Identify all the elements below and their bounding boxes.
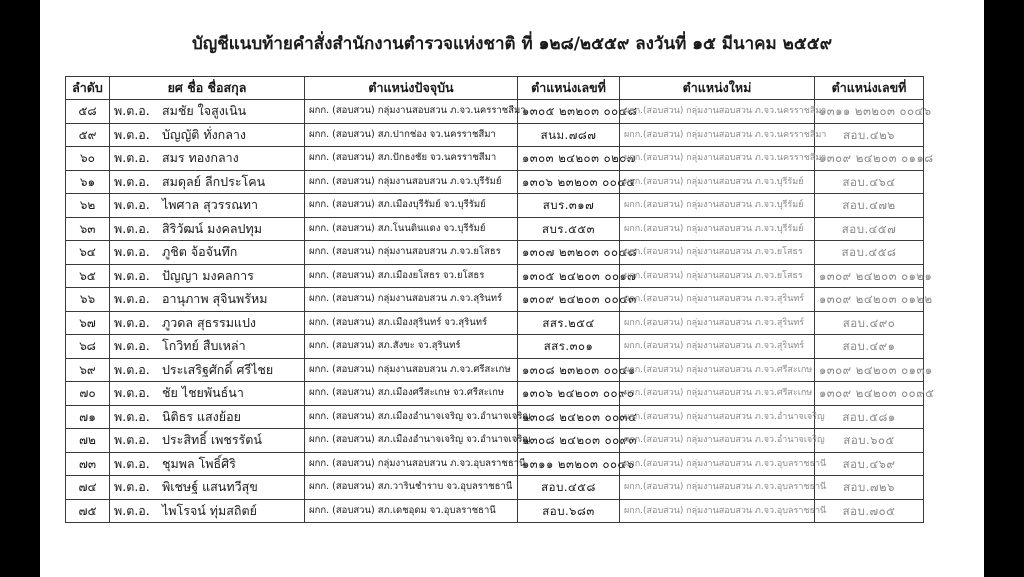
row-new-number: สอบ.๔๗๒ (815, 194, 924, 218)
row-rank: พ.ต.อ. (114, 103, 150, 119)
row-number: ๖๒ (66, 194, 110, 218)
row-current-position: ผกก. (สอบสวน) สภ.เมืองยโสธร จว.ยโสธร (305, 264, 518, 288)
row-full-name: ประเสริฐศักดิ์ ศรีไชย (162, 361, 274, 377)
row-new-position: ผกก.(สอบสวน) กลุ่มงานสอบสวน ภ.จว.อำนาจเจริญ (620, 405, 815, 429)
row-current-number: สอบ.๖๘๓ (518, 499, 620, 523)
row-full-name: บัญญัติ ทั่งกลาง (162, 126, 247, 142)
row-new-position: ผกก.(สอบสวน) กลุ่มงานสอบสวน ภ.จว.สุรินทร์ (620, 288, 815, 312)
row-rank: พ.ต.อ. (114, 455, 150, 471)
row-new-position: ผกก.(สอบสวน) กลุ่มงานสอบสวน ภ.จว.สุรินทร์ (620, 335, 815, 359)
row-name (110, 194, 305, 218)
row-name (110, 311, 305, 335)
row-name (110, 288, 305, 312)
row-current-position: ผกก. (สอบสวน) สภ.โนนดินแดง จว.บุรีรัมย์ (305, 217, 518, 241)
row-rank: พ.ต.อ. (114, 173, 150, 189)
row-current-number: สบร.๓๑๗ (518, 194, 620, 218)
row-new-position: ผกก.(สอบสวน) กลุ่มงานสอบสวน ภ.จว.อุบลราชธานี (620, 452, 815, 476)
row-current-position: ผกก. (สอบสวน) สภ.วารินชำราบ จว.อุบลราชธานี (305, 476, 518, 500)
row-number: ๗๓ (66, 452, 110, 476)
row-name (110, 264, 305, 288)
row-current-position: ผกก. (สอบสวน) กลุ่มงานสอบสวน ภ.จว.ยโสธร (305, 241, 518, 265)
row-current-number: สบร.๕๕๓ (518, 217, 620, 241)
row-new-position: ผกก.(สอบสวน) กลุ่มงานสอบสวน ภ.จว.ศรีสะเกษ (620, 358, 815, 382)
row-current-position: ผกก. (สอบสวน) กลุ่มงานสอบสวน ภ.จว.อุบลราชธานี (305, 452, 518, 476)
table-row (66, 382, 924, 406)
row-name (110, 147, 305, 171)
row-rank: พ.ต.อ. (114, 267, 150, 283)
row-new-position: ผกก.(สอบสวน) กลุ่มงานสอบสวน ภ.จว.บุรีรัมย์ (620, 170, 815, 194)
table-row (66, 311, 924, 335)
row-new-position: ผกก.(สอบสวน) กลุ่มงานสอบสวน ภ.จว.อำนาจเจริญ (620, 429, 815, 453)
row-current-position: ผกก. (สอบสวน) สภ.เมืองศรีสะเกษ จว.ศรีสะเกษ (305, 382, 518, 406)
row-name (110, 100, 305, 124)
row-name (110, 405, 305, 429)
table-row (66, 217, 924, 241)
row-full-name: สมร ทองกลาง (162, 150, 239, 166)
row-current-number: ๑๓๐๓ ๒๔๒๐๓ ๐๒๐๗ (518, 147, 620, 171)
row-rank: พ.ต.อ. (114, 385, 150, 401)
row-current-number: ๑๓๐๗ ๒๓๒๐๓ ๐๐๔๘ (518, 241, 620, 265)
row-rank: พ.ต.อ. (114, 314, 150, 330)
row-name (110, 241, 305, 265)
row-current-number: ๑๓๐๖ ๒๔๒๐๓ ๐๐๙๐ (518, 382, 620, 406)
row-new-position: ผกก.(สอบสวน) กลุ่มงานสอบสวน ภ.จว.บุรีรัมย์ (620, 194, 815, 218)
row-current-number: ๑๓๐๕ ๒๔๒๐๓ ๐๐๑๗ (518, 264, 620, 288)
row-new-number: สอบ.๖๐๕ (815, 429, 924, 453)
table-header-row (66, 77, 924, 100)
row-new-position: ผกก.(สอบสวน) กลุ่มงานสอบสวน ภ.จว.บุรีรัมย์ (620, 217, 815, 241)
header-current-number: ตำแหน่งเลขที่ (518, 77, 620, 100)
table-row (66, 476, 924, 500)
header-current-position: ตำแหน่งปัจจุบัน (305, 77, 518, 100)
header-name: ยศ ชื่อ ชื่อสกุล (110, 77, 305, 100)
row-rank: พ.ต.อ. (114, 502, 150, 518)
row-rank: พ.ต.อ. (114, 361, 150, 377)
row-number: ๗๑ (66, 405, 110, 429)
row-number: ๖๐ (66, 147, 110, 171)
row-rank: พ.ต.อ. (114, 150, 150, 166)
row-rank: พ.ต.อ. (114, 126, 150, 142)
row-rank: พ.ต.อ. (114, 220, 150, 236)
row-rank: พ.ต.อ. (114, 338, 150, 354)
row-full-name: ภูวดล สุธรรมแปง (162, 314, 257, 330)
right-frame-border (984, 0, 1024, 577)
row-new-position: ผกก.(สอบสวน) กลุ่มงานสอบสวน ภ.จว.ศรีสะเกษ (620, 382, 815, 406)
row-new-number: สอบ.๔๕๘ (815, 241, 924, 265)
row-name (110, 358, 305, 382)
row-number: ๖๑ (66, 170, 110, 194)
row-new-number: ๑๓๐๙ ๒๔๒๐๓ ๐๑๒๑ (815, 264, 924, 288)
table-row (66, 429, 924, 453)
row-current-number: สอบ.๔๕๘ (518, 476, 620, 500)
appointment-table (65, 76, 935, 523)
row-current-position: ผกก. (สอบสวน) กลุ่มงานสอบสวน ภ.จว.สุรินทร์ (305, 288, 518, 312)
row-rank: พ.ต.อ. (114, 291, 150, 307)
row-full-name: นิติธร แสงย้อย (162, 408, 241, 424)
row-new-number: ๑๓๐๙ ๒๔๒๐๓ ๐๑๒๒ (815, 288, 924, 312)
row-new-number: สอบ.๗๒๖ (815, 476, 924, 500)
row-number: ๗๔ (66, 476, 110, 500)
row-number: ๗๕ (66, 499, 110, 523)
row-full-name: สิริวัฒน์ มงคลปทุม (162, 220, 262, 236)
table-row (66, 147, 924, 171)
table-row (66, 335, 924, 359)
row-current-number: ๑๓๐๘ ๒๔๒๐๓ ๐๐๓๔ (518, 405, 620, 429)
row-full-name: พิเชษฐ์ แสนทวีสุข (162, 479, 258, 495)
row-new-number: สอบ.๗๐๕ (815, 499, 924, 523)
row-new-number: ๑๓๐๙ ๒๔๒๐๓ ๐๑๓๑ (815, 358, 924, 382)
row-name (110, 452, 305, 476)
table-row (66, 499, 924, 523)
row-number: ๖๘ (66, 335, 110, 359)
row-new-position: ผกก.(สอบสวน) กลุ่มงานสอบสวน ภ.จว.นครราชสีมา (620, 147, 815, 171)
row-full-name: ชัย ไชยพันธ์นา (162, 385, 244, 401)
row-new-number: สอบ.๕๘๑ (815, 405, 924, 429)
row-name (110, 429, 305, 453)
row-full-name: ไพศาล สุวรรณทา (162, 197, 259, 213)
row-number: ๖๓ (66, 217, 110, 241)
row-number: ๗๐ (66, 382, 110, 406)
row-full-name: โกวิทย์ สืบเหล่า (162, 338, 246, 354)
row-current-position: ผกก. (สอบสวน) กลุ่มงานสอบสวน ภ.จว.บุรีรัมย์ (305, 170, 518, 194)
header-no: ลำดับ (66, 77, 110, 100)
document-title: บัญชีแนบท้ายคำสั่งสำนักงานตำรวจแห่งชาติ ที่ ๑๒๘/๒๕๕๙ ลงวันที่ ๑๕ มีนาคม ๒๕๕๙ (191, 34, 833, 54)
row-number: ๕๙ (66, 123, 110, 147)
row-name (110, 170, 305, 194)
row-name (110, 123, 305, 147)
table-row (66, 170, 924, 194)
row-current-number: ๑๓๐๕ ๒๓๒๐๓ ๐๐๔๘ (518, 100, 620, 124)
row-current-number: ๑๓๑๑ ๒๓๒๐๓ ๐๐๔๖ (518, 452, 620, 476)
document-page (40, 0, 984, 577)
table-row (66, 288, 924, 312)
left-frame-border (0, 0, 40, 577)
row-new-number: สอบ.๔๖๔ (815, 170, 924, 194)
table-row (66, 123, 924, 147)
row-rank: พ.ต.อ. (114, 197, 150, 213)
row-full-name: อานุภาพ สุจินพรัหม (162, 291, 268, 307)
row-current-position: ผกก. (สอบสวน) สภ.เดชอุดม จว.อุบลราชธานี (305, 499, 518, 523)
row-current-position: ผกก. (สอบสวน) สภ.เมืองบุรีรัมย์ จว.บุรีรัมย์ (305, 194, 518, 218)
row-number: ๖๕ (66, 264, 110, 288)
table-row (66, 452, 924, 476)
table-row (66, 405, 924, 429)
row-name (110, 476, 305, 500)
row-number: ๗๒ (66, 429, 110, 453)
row-full-name: ปัญญา มงคลการ (162, 267, 254, 283)
row-new-position: ผกก.(สอบสวน) กลุ่มงานสอบสวน ภ.จว.สุรินทร์ (620, 311, 815, 335)
row-current-number: ๑๓๐๘ ๒๔๒๐๓ ๐๐๙๓ (518, 429, 620, 453)
header-new-position: ตำแหน่งใหม่ (620, 77, 815, 100)
row-full-name: ประสิทธิ์ เพชรรัตน์ (162, 432, 262, 448)
row-current-number: สสร.๓๐๑ (518, 335, 620, 359)
row-full-name: ภูชิต จ้อจันทึก (162, 244, 238, 260)
row-full-name: สมชัย ใจสูงเนิน (162, 103, 247, 119)
row-number: ๖๗ (66, 311, 110, 335)
row-rank: พ.ต.อ. (114, 408, 150, 424)
row-current-position: ผกก. (สอบสวน) สภ.เมืองอำนาจเจริญ จว.อำนาจเจริญ (305, 405, 518, 429)
row-current-position: ผกก. (สอบสวน) สภ.เมืองอำนาจเจริญ จว.อำนาจเจริญ (305, 429, 518, 453)
row-current-number: ๑๓๐๙ ๒๔๒๐๓ ๐๐๔๓ (518, 288, 620, 312)
row-current-position: ผกก. (สอบสวน) กลุ่มงานสอบสวน ภ.จว.ศรีสะเกษ (305, 358, 518, 382)
row-new-number: ๑๓๐๙ ๒๔๒๐๓ ๐๑๑๘ (815, 147, 924, 171)
row-number: ๖๖ (66, 288, 110, 312)
row-name (110, 217, 305, 241)
row-current-position: ผกก. (สอบสวน) สภ.ปากช่อง จว.นครราชสีมา (305, 123, 518, 147)
row-current-number: ๑๓๐๘ ๒๓๒๐๓ ๐๐๔๑ (518, 358, 620, 382)
table-row (66, 264, 924, 288)
row-current-position: ผกก. (สอบสวน) สภ.เมืองสุรินทร์ จว.สุรินทร์ (305, 311, 518, 335)
row-full-name: ชุมพล โพธิ์ศิริ (162, 455, 236, 471)
table-row (66, 241, 924, 265)
table-row (66, 358, 924, 382)
row-full-name: ไพโรจน์ ทุ่มสถิตย์ (162, 502, 257, 518)
row-new-number: ๑๓๐๙ ๒๔๒๐๓ ๐๐๙๕ (815, 382, 924, 406)
row-current-position: ผกก. (สอบสวน) กลุ่มงานสอบสวน ภ.จว.นครราชสีมา (305, 100, 518, 124)
row-new-position: ผกก.(สอบสวน) กลุ่มงานสอบสวน ภ.จว.นครราชสีมา (620, 123, 815, 147)
row-current-number: ๑๓๐๖ ๒๓๒๐๓ ๐๐๔๕ (518, 170, 620, 194)
header-new-number: ตำแหน่งเลขที่ (815, 77, 924, 100)
row-new-position: ผกก.(สอบสวน) กลุ่มงานสอบสวน ภ.จว.อุบลราชธานี (620, 476, 815, 500)
row-new-number: สอบ.๔๙๑ (815, 335, 924, 359)
row-current-number: สนม.๗๘๗ (518, 123, 620, 147)
row-new-number: สอบ.๔๖๙ (815, 452, 924, 476)
table-row (66, 100, 924, 124)
row-name (110, 499, 305, 523)
table-row (66, 194, 924, 218)
row-new-position: ผกก.(สอบสวน) กลุ่มงานสอบสวน ภ.จว.ยโสธร (620, 264, 815, 288)
row-full-name: สมดุลย์ ลีกประโคน (162, 173, 266, 189)
row-name (110, 335, 305, 359)
row-current-position: ผกก. (สอบสวน) สภ.ปักธงชัย จว.นครราชสีมา (305, 147, 518, 171)
row-rank: พ.ต.อ. (114, 432, 150, 448)
row-rank: พ.ต.อ. (114, 479, 150, 495)
row-new-position: ผกก.(สอบสวน) กลุ่มงานสอบสวน ภ.จว.ยโสธร (620, 241, 815, 265)
row-number: ๕๘ (66, 100, 110, 124)
row-current-position: ผกก. (สอบสวน) สภ.สังขะ จว.สุรินทร์ (305, 335, 518, 359)
row-new-position: ผกก.(สอบสวน) กลุ่มงานสอบสวน ภ.จว.นครราชสีมา (620, 100, 815, 124)
row-new-number: สอบ.๔๒๖ (815, 123, 924, 147)
row-number: ๖๙ (66, 358, 110, 382)
row-new-number: สอบ.๔๙๐ (815, 311, 924, 335)
row-name (110, 382, 305, 406)
row-number: ๖๔ (66, 241, 110, 265)
row-rank: พ.ต.อ. (114, 244, 150, 260)
row-new-position: ผกก.(สอบสวน) กลุ่มงานสอบสวน ภ.จว.อุบลราชธานี (620, 499, 815, 523)
row-current-number: สสร.๒๕๔ (518, 311, 620, 335)
row-new-number: ๑๓๑๑ ๒๓๒๐๓ ๐๐๔๖ (815, 100, 924, 124)
row-new-number: สอบ.๔๕๗ (815, 217, 924, 241)
